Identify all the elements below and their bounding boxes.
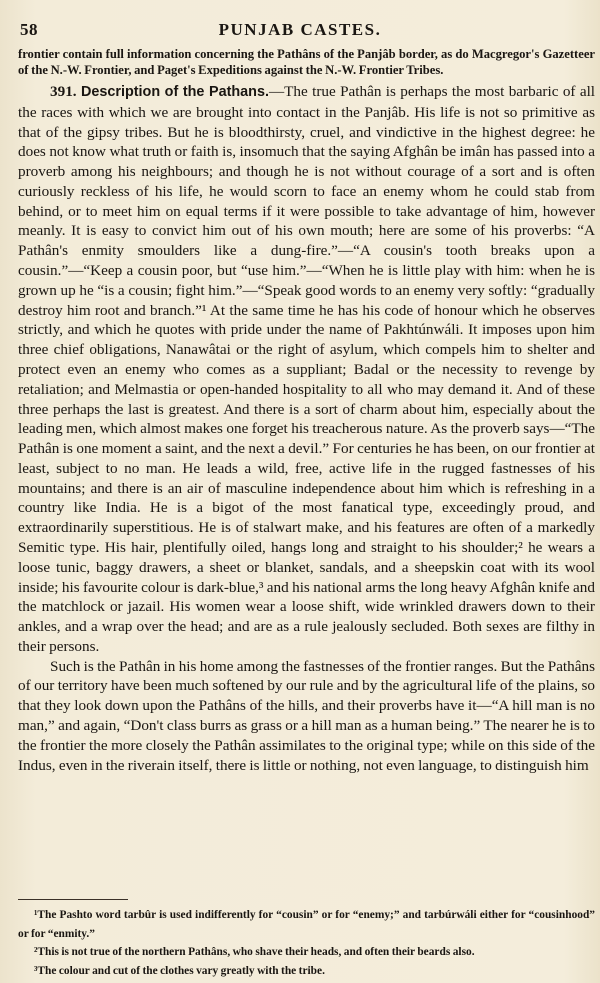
footnote-3: ³The colour and cut of the clothes vary greatly with the tribe.	[34, 964, 325, 977]
footnotes	[18, 906, 595, 980]
running-title: PUNJAB CASTES.	[218, 20, 382, 39]
page-number: 58	[20, 20, 38, 39]
page-header	[18, 20, 582, 42]
section-number: 391.	[50, 83, 77, 100]
section-391-paragraph	[18, 82, 595, 657]
continuation-paragraph: frontier contain full information concerning the Pathâns of the Panjâb border, as do Macgregor's Gazetteer of the N.-W. Frontier, and Paget's Expeditions against the N.-W. Frontier Tribes.	[18, 47, 595, 77]
footnote-2: ²This is not true of the northern Pathâns, who shave their heads, and often their beards also.	[34, 946, 475, 958]
section-heading: Description of the Pathans.	[80, 84, 269, 100]
paragraph-2: Such is the Pathân in his home among the fastnesses of the frontier ranges. But the Pathâns of our territory have been much softened by our rule and by the agricultural life of the plains, so that they look down upon the Pathâns of the hills, and their proverbs have it—“A hill man is no man,” and again, “Don't class burrs as grass or a hill man as a human being.” The nearer he is to the frontier the more closely the Pathân assimilates to the original type; while on this side of the Indus, even in the riverain itself, there is little or nothing, not even language, to distinguish him	[18, 657, 595, 774]
main-text	[18, 47, 595, 775]
footnote-divider	[18, 899, 128, 900]
paragraph-1-text: —The true Pathân is perhaps the most barbaric of all the races with which we are brought into contact in the Panjâb. His life is not so primitive as that of the gipsy tribes. But he is bloodthirsty, cruel, and vindictive in the highest degree: he does not know what truth or faith is, insomuch that the saying Afghân be imân has passed into a proverb among his neighbours; and though he is not without courage of a sort and is often curiously reckless of his life, he would scorn to face an enemy whom he could stab from behind, or to meet him on equal terms if it were possible to take advantage of him, however meanly. It is easy to convict him out of his own mouth; here are some of his proverbs: “A Pathân's enmity smoulders like a dung-fire.”—“A cousin's tooth breaks upon a cousin.”—“Keep a cousin poor, but “use him.”—“When he is little play with him: when he is grown up he “is a cousin; fight him.”—“Speak good words to an enemy very softly: “gradually destroy him root and branch.”¹ At the same time he has his code of honour which he observes strictly, and which he quotes with pride under the name of Pakhtúnwáli. It imposes upon him three chief obligations, Nanawâtai or the right of asylum, which compels him to shelter and protect even an enemy who comes as a suppliant; Badal or the necessity to revenge by retaliation; and Melmastia or open-handed hospitality to all who may demand it. And of these three perhaps the last is greatest. And there is a sort of charm about him, especially about the leading men, which almost makes one forget his treacherous nature. As the proverb says—“The Pathân is one moment a saint, and the next a devil.” For centuries he has been, on our frontier at least, subject to no man. He leads a wild, free, active life in the rugged fastnesses of his mountains; and there is an air of masculine independence about him which is refreshing in a country like India. He is a bigot of the most fanatical type, exceedingly proud, and extraordinarily superstitious. He is of stalwart make, and his features are often of a markedly Semitic type. His hair, plentifully oiled, hangs long and straight to his shoulder;² he wears a loose tunic, baggy drawers, a sheet or blanket, sandals, and a sheepskin coat with its wool inside; his favourite colour is dark-blue,³ and his national arms the long heavy Afghân knife and the matchlock or jazail. His women wear a loose shift, wide wrinkled drawers down to their ankles, and a wrap over the head; and are as a rule jealously secluded. Both sexes are filthy in their persons.	[18, 83, 596, 655]
footnote-1: ¹The Pashto word tarbûr is used indifferently for “cousin” or for “enemy;” and tarbúrwáli either for “cousinhood” or for “enmity.”	[18, 909, 595, 940]
